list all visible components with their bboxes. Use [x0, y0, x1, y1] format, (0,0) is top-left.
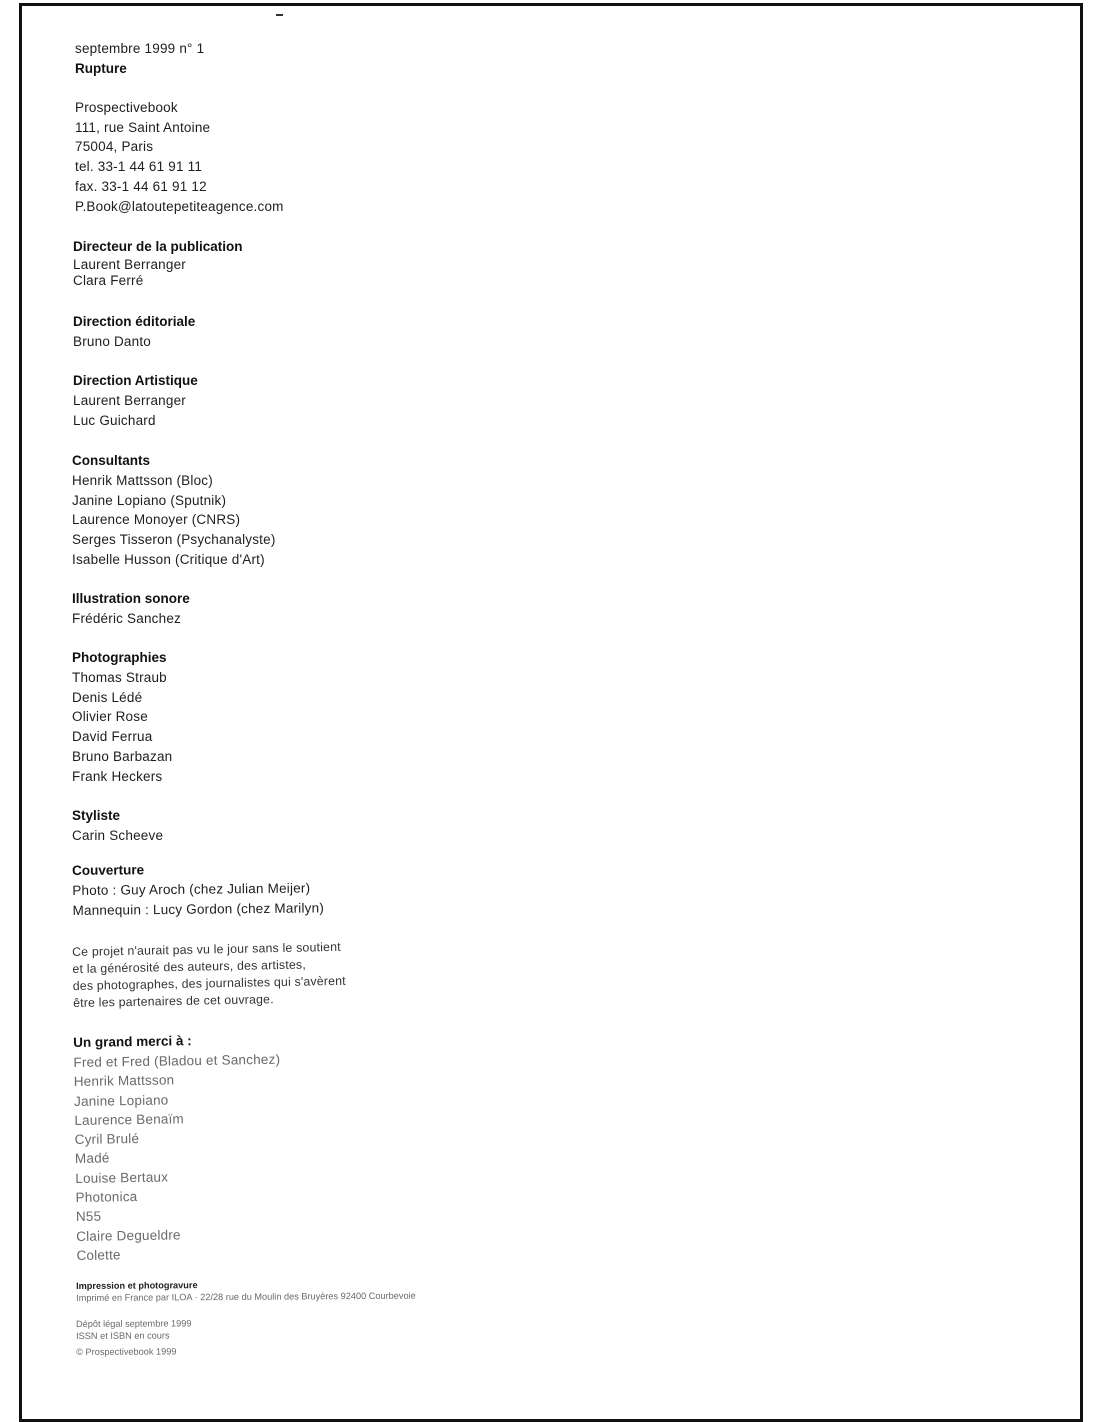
publisher-email: P.Book@latoutepetiteagence.com	[75, 198, 284, 214]
publisher-street: 111, rue Saint Antoine	[75, 119, 211, 135]
section-heading: Consultants	[72, 453, 151, 468]
credit-name: Laurent Berranger	[73, 257, 186, 272]
section-heading: Illustration sonore	[72, 591, 190, 606]
issue-date: septembre 1999 n° 1	[75, 41, 205, 56]
credit-name: Clara Ferré	[73, 273, 144, 288]
publisher-name: Prospectivebook	[75, 100, 178, 115]
section-heading: Photographies	[72, 650, 167, 665]
section-consultants	[72, 451, 276, 570]
credit-name: Luc Guichard	[73, 412, 156, 428]
section-styliste	[72, 806, 163, 846]
paragraph-line: des photographes, des journalistes qui s'avèrent	[72, 973, 346, 993]
credit-name: Henrik Mattsson (Bloc)	[72, 473, 213, 488]
section-sonore	[72, 589, 190, 629]
legal-line: © Prospectivebook 1999	[76, 1346, 177, 1357]
section-heading: Un grand merci à :	[73, 1033, 192, 1050]
section-couverture	[72, 858, 324, 920]
section-heading: Direction Artistique	[73, 373, 198, 388]
credit-name: Mannequin : Lucy Gordon (chez Marilyn)	[72, 900, 325, 918]
credit-name: Serges Tisseron (Psychanalyste)	[72, 532, 276, 548]
credit-name: Bruno Danto	[73, 334, 151, 349]
printing-info	[76, 1278, 416, 1304]
paragraph-line: être les partenaires de cet ouvrage.	[72, 992, 274, 1010]
section-heading: Directeur de la publication	[73, 239, 243, 254]
section-artistique	[73, 371, 198, 430]
section-thanks	[73, 1030, 283, 1265]
printing-heading: Impression et photogravure	[76, 1280, 198, 1291]
credit-name: David Ferrua	[72, 729, 153, 745]
thanks-name: Fred et Fred (Bladou et Sanchez)	[73, 1051, 281, 1070]
thanks-name: Laurence Benaïm	[74, 1111, 185, 1128]
section-heading: Styliste	[72, 808, 121, 823]
credit-name: Isabelle Husson (Critique d'Art)	[72, 551, 265, 567]
paragraph-line: et la générosité des auteurs, des artistes,	[72, 957, 307, 976]
thanks-name: Madé	[74, 1150, 110, 1167]
acknowledgement-paragraph	[72, 939, 346, 1012]
thanks-name: Photonica	[75, 1189, 138, 1206]
credit-name: Frédéric Sanchez	[72, 611, 181, 626]
legal-info	[76, 1317, 192, 1358]
credit-name: Denis Lédé	[72, 689, 143, 705]
section-directeur	[73, 237, 243, 289]
publisher-fax: fax. 33-1 44 61 91 12	[75, 178, 207, 194]
section-editorial	[73, 312, 195, 352]
thanks-name: Janine Lopiano	[73, 1092, 169, 1109]
credit-name: Janine Lopiano (Sputnik)	[72, 492, 227, 508]
printing-line: Imprimé en France par ILOA · 22/28 rue du Moulin des Bruyères 92400 Courbevoie	[76, 1290, 416, 1303]
thanks-name: Henrik Mattsson	[73, 1072, 175, 1090]
masthead	[75, 39, 204, 79]
legal-line: ISSN et ISBN en cours	[76, 1330, 170, 1341]
credit-name: Thomas Straub	[72, 670, 167, 685]
credit-name: Carin Scheeve	[72, 828, 164, 843]
credit-name: Olivier Rose	[72, 709, 148, 725]
credit-name: Frank Heckers	[72, 768, 163, 784]
thanks-name: Colette	[76, 1247, 121, 1263]
thanks-name: N55	[75, 1208, 102, 1225]
thanks-name: Cyril Brulé	[74, 1131, 140, 1148]
credit-name: Bruno Barbazan	[72, 748, 173, 764]
credit-name: Laurence Monoyer (CNRS)	[72, 512, 241, 528]
legal-line: Dépôt légal septembre 1999	[76, 1318, 192, 1329]
magazine-title: Rupture	[75, 60, 127, 76]
scan-mark	[276, 14, 283, 16]
section-heading: Couverture	[72, 862, 145, 878]
thanks-name: Louise Bertaux	[75, 1169, 169, 1186]
credit-name: Laurent Berranger	[73, 393, 186, 408]
publisher-city: 75004, Paris	[75, 139, 154, 155]
thanks-name: Claire Degueldre	[76, 1227, 181, 1244]
publisher-address	[75, 98, 284, 216]
paragraph-line: Ce projet n'aurait pas vu le jour sans le soutient	[72, 939, 341, 959]
publisher-phone: tel. 33-1 44 61 91 11	[75, 159, 203, 175]
credit-name: Photo : Guy Aroch (chez Julian Meijer)	[72, 880, 311, 898]
section-photographies	[72, 648, 172, 786]
section-heading: Direction éditoriale	[73, 314, 196, 329]
